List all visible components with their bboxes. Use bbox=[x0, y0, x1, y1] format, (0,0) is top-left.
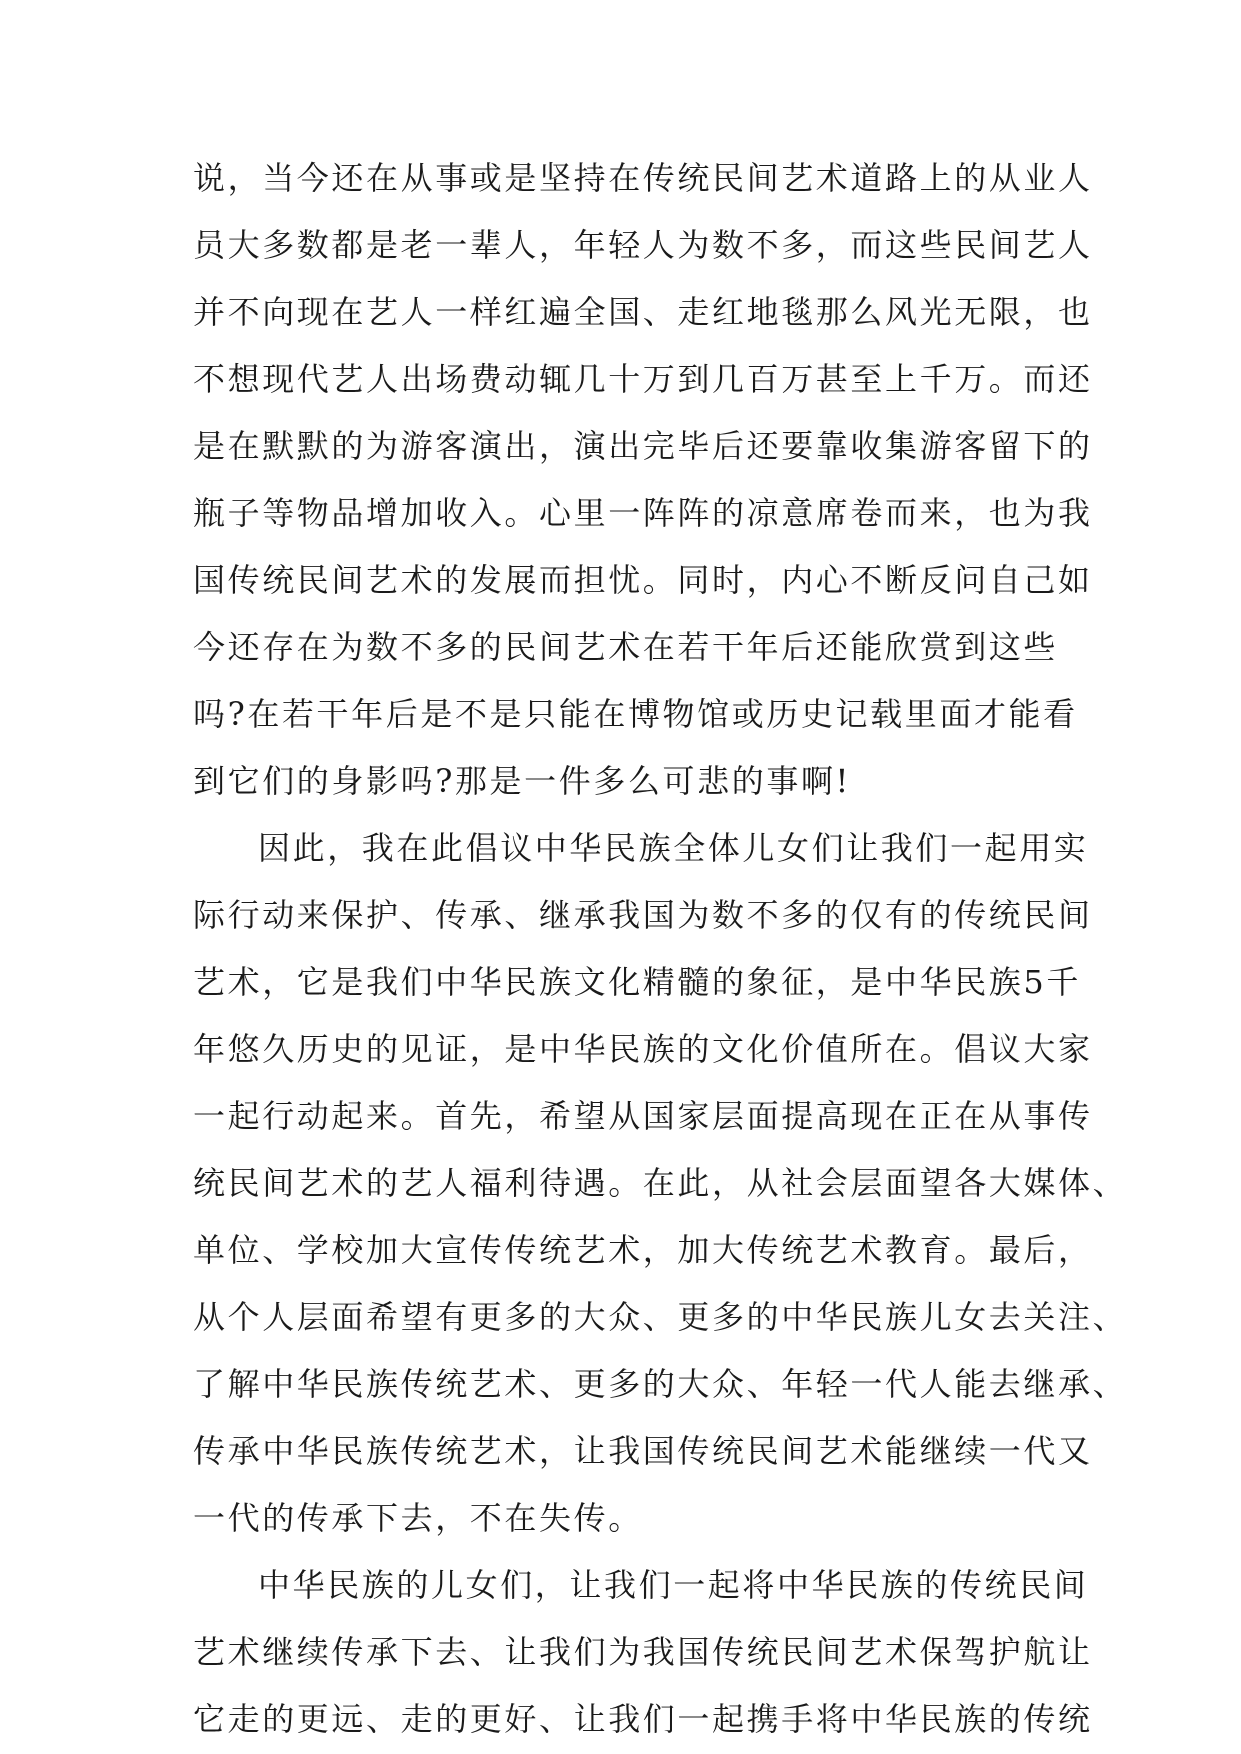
paragraph-1-line-8: 今还存在为数不多的民间艺术在若干年后还能欣赏到这些 bbox=[193, 628, 1059, 666]
paragraph-1-line-4: 不想现代艺人出场费动辄几十万到几百万甚至上千万。而还 bbox=[193, 360, 1093, 398]
paragraph-1-line-10: 到它们的身影吗?那是一件多么可悲的事啊! bbox=[193, 762, 852, 800]
paragraph-1-line-7: 国传统民间艺术的发展而担忧。同时，内心不断反问自己如 bbox=[193, 561, 1093, 599]
paragraph-2-line-8: 从个人层面希望有更多的大众、更多的中华民族儿女去关注、 bbox=[193, 1298, 1128, 1336]
paragraph-3-line-3: 它走的更远、走的更好、让我们一起携手将中华民族的传统 bbox=[193, 1700, 1093, 1738]
paragraph-1-line-1: 说，当今还在从事或是坚持在传统民间艺术道路上的从业人 bbox=[193, 159, 1093, 197]
paragraph-2-line-10: 传承中华民族传统艺术，让我国传统民间艺术能继续一代又 bbox=[193, 1432, 1093, 1470]
paragraph-1-line-5: 是在默默的为游客演出，演出完毕后还要靠收集游客留下的 bbox=[193, 427, 1093, 465]
paragraph-2-line-7: 单位、学校加大宣传传统艺术，加大传统艺术教育。最后， bbox=[193, 1231, 1093, 1269]
paragraph-1-line-9: 吗?在若干年后是不是只能在博物馆或历史记载里面才能看 bbox=[193, 695, 1078, 733]
paragraph-2-line-3: 艺术，它是我们中华民族文化精髓的象征，是中华民族5千 bbox=[193, 963, 1081, 1001]
paragraph-2-line-2: 际行动来保护、传承、继承我国为数不多的仅有的传统民间 bbox=[193, 896, 1093, 934]
paragraph-2-line-1: 因此，我在此倡议中华民族全体儿女们让我们一起用实 bbox=[258, 829, 1089, 867]
paragraph-1-line-6: 瓶子等物品增加收入。心里一阵阵的凉意席卷而来，也为我 bbox=[193, 494, 1093, 532]
paragraph-2-line-4: 年悠久历史的见证，是中华民族的文化价值所在。倡议大家 bbox=[193, 1030, 1093, 1068]
paragraph-2-line-6: 统民间艺术的艺人福利待遇。在此，从社会层面望各大媒体、 bbox=[193, 1164, 1128, 1202]
paragraph-2-line-9: 了解中华民族传统艺术、更多的大众、年轻一代人能去继承、 bbox=[193, 1365, 1128, 1403]
paragraph-2-line-5: 一起行动起来。首先，希望从国家层面提高现在正在从事传 bbox=[193, 1097, 1093, 1135]
paragraph-3-line-2: 艺术继续传承下去、让我们为我国传统民间艺术保驾护航让 bbox=[193, 1633, 1093, 1671]
paragraph-1-line-2: 员大多数都是老一辈人，年轻人为数不多，而这些民间艺人 bbox=[193, 226, 1093, 264]
paragraph-3-line-1: 中华民族的儿女们，让我们一起将中华民族的传统民间 bbox=[258, 1566, 1089, 1604]
paragraph-1-line-3: 并不向现在艺人一样红遍全国、走红地毯那么风光无限，也 bbox=[193, 293, 1093, 331]
paragraph-2-line-11: 一代的传承下去，不在失传。 bbox=[193, 1499, 643, 1537]
